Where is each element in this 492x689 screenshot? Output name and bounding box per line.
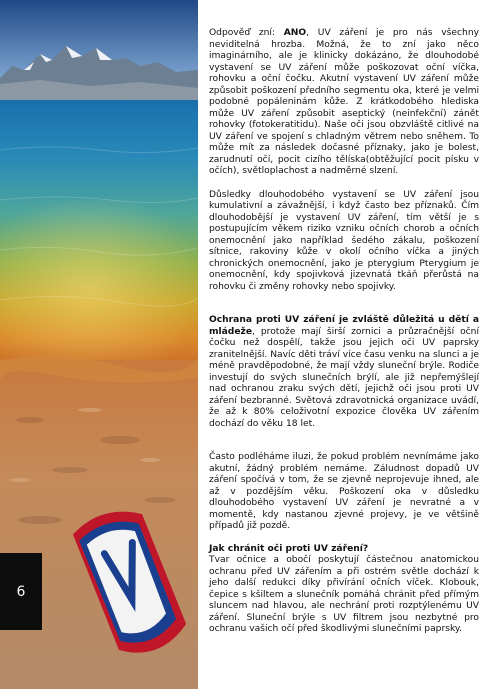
paragraph-children: [209, 315, 479, 430]
paragraph-lead: Odpověď zní:: [209, 28, 284, 38]
paragraph-body: , UV záření je pro nás všechny neviditelná hrozba. Možná, že to zní jako něco imaginárního, ale je klinicky dokázáno, že dlouhodobé vystavení se UV záření může poškozovat oční víčka, rohovku a oční čočku. Akutní vystavení UV záření může způsobit poškození předního segmentu oka, které je velmi podobné popáleninám kůže. Z krátkodobého hlediska může UV záření způsobit aseptický (neinfekční) zánět rohovky (fotokeratitidu). Naše oči jsou obzvláště citlivé na UV záření ve spojení s chladným větrem nebo sněhem. To může mít za následek dočasné příznaky, jako je bolest, zarudnutí očí, pocit cizího tělíska(obtěžující pocit písku v očích), světloplachost a nadměrné slzení.: [209, 28, 480, 176]
paragraph-body: , protože mají širší zornici a průzračnější oční čočku než dospělí, takže jsou jejich oči UV paprsky zranitelnější. Navíc děti tráví více času venku na slunci a je méně pravděpodobné, že mají vždy sluneční brýle. Rodiče investují do svých slunečních brýlí, ale již nepřemýšlejí nad ochranou zraku svých dětí, jejichž oči jsou proti UV záření bezbranné. Světová zdravotnická organizace uvádí, že až k 80% celoživotní expozice člověka UV zářením dochází do věku 18 let.: [209, 326, 479, 429]
paragraph-illusion: Často podléháme iluzi, že pokud problém nevnímáme jako akutní, žádný problém nemáme. Záludnost dopadů UV záření spočívá v tom, že se zjevně neprojevuje ihned, ale až v pozdějším věku. Poškození oka v důsledku dlouhodobého vystavení UV záření je nevratné a v momentě, kdy nastanou zjevné projevy, je ve většině případů již pozdě.: [209, 452, 479, 531]
paragraph-protection: Tvar očnice a obočí poskytují částečnou anatomickou ochranu před UV zářením a při ostrém světle dochází k jeho další redukci díky přivírání očních víček. Klobouk, čepice s kšiltem a slunečník pomáhá chránit před přímým sluncem nad hlavou, ale nechrání proti rozptýlenému UV záření. Sluneční brýle s UV filtrem jsou nezbytné pro ochranu vašich očí před škodlivými slunečními paprsky.: [209, 555, 479, 634]
children-emphasis: Ochrana proti UV záření je zvláště důležitá u dětí a mládeže: [209, 315, 479, 337]
section-heading: Jak chránit oči proti UV záření?: [209, 543, 369, 554]
page-number: 6: [0, 553, 42, 630]
paragraph-answer: [209, 28, 479, 178]
answer-emphasis: ANO: [283, 28, 307, 38]
article-text: [209, 28, 479, 636]
paragraph-long-term: Důsledky dlouhodobého vystavení se UV záření jsou kumulativní a závažnější, i když často bez příznaků. Čím dlouhodobější je vystavení UV záření, tím větší je s postupujícím věkem riziko vzniku očních chorob a očních onemocnění jako například šedého zákalu, poškození sítnice, rakoviny kůže v okolí očního víčka a jiných chronických onemocnění, jako je pterygium Pterygium je onemocnění, kdy spojivková jizevnatá tkáň přerůstá na rohovku či změny rohovky nebo spojivky.: [209, 189, 479, 292]
